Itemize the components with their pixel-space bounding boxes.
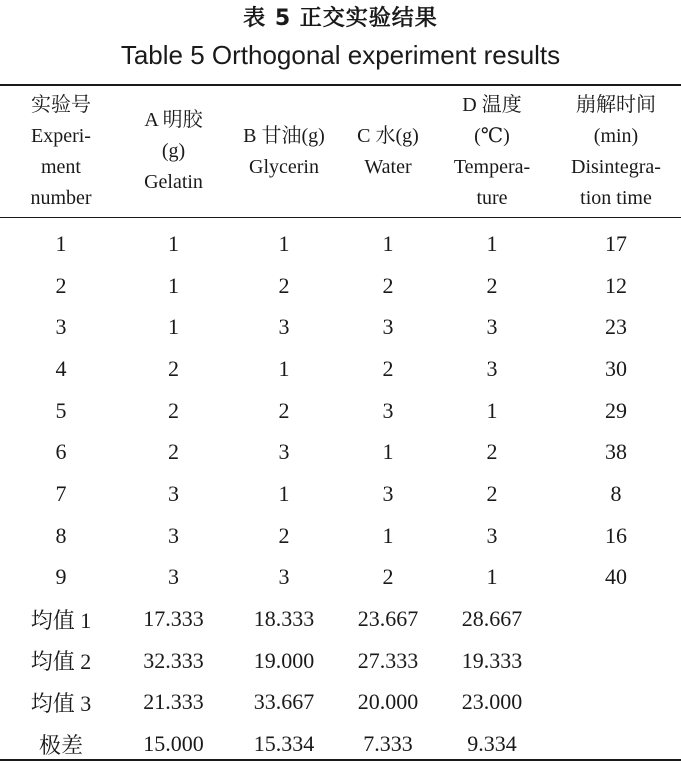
table-cell: 均值 3 <box>30 690 92 716</box>
table-cell: 1 <box>486 397 498 423</box>
table-cell: 3 <box>382 314 394 340</box>
table-row <box>0 640 681 682</box>
table-cell: 19.000 <box>253 647 315 673</box>
table-cell: 23 <box>605 314 627 340</box>
table-cell: 16 <box>605 522 627 548</box>
table-row <box>0 473 681 515</box>
header-experiment-number: 实验号 Experi- ment number <box>30 93 92 209</box>
table-cell: 3 <box>486 355 498 381</box>
table-cell: 8 <box>610 480 622 506</box>
table-cell: 30 <box>605 355 627 381</box>
header-gelatin: A 明胶 (g) Gelatin <box>144 109 203 193</box>
table-cell: 15.000 <box>143 731 204 757</box>
table-cell: 2 <box>382 272 394 298</box>
table-cell: 1 <box>486 230 498 256</box>
table-cell: 21.333 <box>143 689 204 715</box>
table-cell: 2 <box>486 272 498 298</box>
header-glycerin: B 甘油(g) Glycerin <box>243 124 325 178</box>
table-cell: 18.333 <box>253 606 315 632</box>
table-cell: 2 <box>278 522 290 548</box>
table-cell: 2 <box>486 439 498 465</box>
table-cell: 23.667 <box>357 606 419 632</box>
table-cell: 3 <box>486 314 498 340</box>
table-row <box>0 515 681 557</box>
table-cell <box>551 723 681 765</box>
table-cell: 9.334 <box>467 731 517 757</box>
table-cell: 17 <box>605 230 627 256</box>
table-row <box>0 682 681 724</box>
table-cell: 27.333 <box>357 647 419 673</box>
table-cell: 均值 2 <box>30 649 92 675</box>
header-row <box>0 86 681 217</box>
table-cell: 2 <box>382 355 394 381</box>
orthogonal-results-table <box>0 86 681 765</box>
table-cell <box>551 598 681 640</box>
table-row <box>0 265 681 307</box>
table-cell: 1 <box>486 564 498 590</box>
table-cell: 15.334 <box>253 731 315 757</box>
table-cell: 均值 1 <box>30 607 92 633</box>
table-cell: 29 <box>605 397 627 423</box>
table-cell: 2 <box>278 397 290 423</box>
table-row <box>0 217 681 265</box>
table-cell: 2 <box>55 272 67 298</box>
table-cell: 1 <box>278 480 290 506</box>
table-cell: 2 <box>486 480 498 506</box>
table-cell: 极差 <box>38 732 83 758</box>
table-cell: 38 <box>605 439 627 465</box>
table-row <box>0 557 681 599</box>
table-cell: 3 <box>55 314 67 340</box>
table-row <box>0 348 681 390</box>
table-row <box>0 598 681 640</box>
header-disintegration-time: 崩解时间 (min) Disintegra- tion time <box>571 93 661 209</box>
table-body <box>0 217 681 765</box>
table-cell: 20.000 <box>357 689 419 715</box>
table-cell: 1 <box>278 230 290 256</box>
table-cell: 1 <box>382 439 394 465</box>
table-cell: 3 <box>382 397 394 423</box>
table-caption-english: Table 5 Orthogonal experiment results <box>120 40 561 70</box>
table-cell: 32.333 <box>143 647 204 673</box>
table-cell: 1 <box>382 522 394 548</box>
header-water: C 水(g) Water <box>357 124 419 178</box>
table-row <box>0 431 681 473</box>
table-cell: 12 <box>605 272 627 298</box>
table-cell: 28.667 <box>461 606 523 632</box>
table-cell: 3 <box>168 522 179 548</box>
table-cell: 5 <box>55 397 67 423</box>
table-cell: 9 <box>55 564 67 590</box>
table-cell: 1 <box>55 230 67 256</box>
table-cell <box>551 682 681 724</box>
table-cell: 8 <box>55 522 67 548</box>
table-cell: 3 <box>278 439 290 465</box>
table-cell: 4 <box>55 355 67 381</box>
table-cell: 1 <box>168 272 179 298</box>
table-cell: 7.333 <box>363 731 413 757</box>
table-cell: 2 <box>168 439 179 465</box>
table-cell: 3 <box>168 480 179 506</box>
table-cell: 3 <box>382 480 394 506</box>
table-cell: 7 <box>55 480 67 506</box>
table-cell: 3 <box>486 522 498 548</box>
table-cell: 1 <box>168 314 179 340</box>
table-row <box>0 723 681 765</box>
header-temperature: D 温度 (℃) Tempera- ture <box>453 93 531 209</box>
table-cell: 2 <box>168 355 179 381</box>
table-row <box>0 390 681 432</box>
table-cell: 6 <box>55 439 67 465</box>
table-cell: 2 <box>168 397 179 423</box>
table-cell: 1 <box>168 230 179 256</box>
table-cell: 1 <box>382 230 394 256</box>
table-cell: 3 <box>278 564 290 590</box>
table-cell: 1 <box>278 355 290 381</box>
table-cell: 33.667 <box>253 689 315 715</box>
table-row <box>0 306 681 348</box>
table-cell: 17.333 <box>143 606 204 632</box>
table-cell: 2 <box>382 564 394 590</box>
table-caption-chinese: 表 5 正交实验结果 <box>243 6 438 31</box>
table-cell: 3 <box>278 314 290 340</box>
table-cell: 2 <box>278 272 290 298</box>
table-cell: 19.333 <box>461 647 523 673</box>
table-cell: 23.000 <box>461 689 523 715</box>
table-cell <box>551 640 681 682</box>
table-cell: 40 <box>605 564 627 590</box>
table-cell: 3 <box>168 564 179 590</box>
